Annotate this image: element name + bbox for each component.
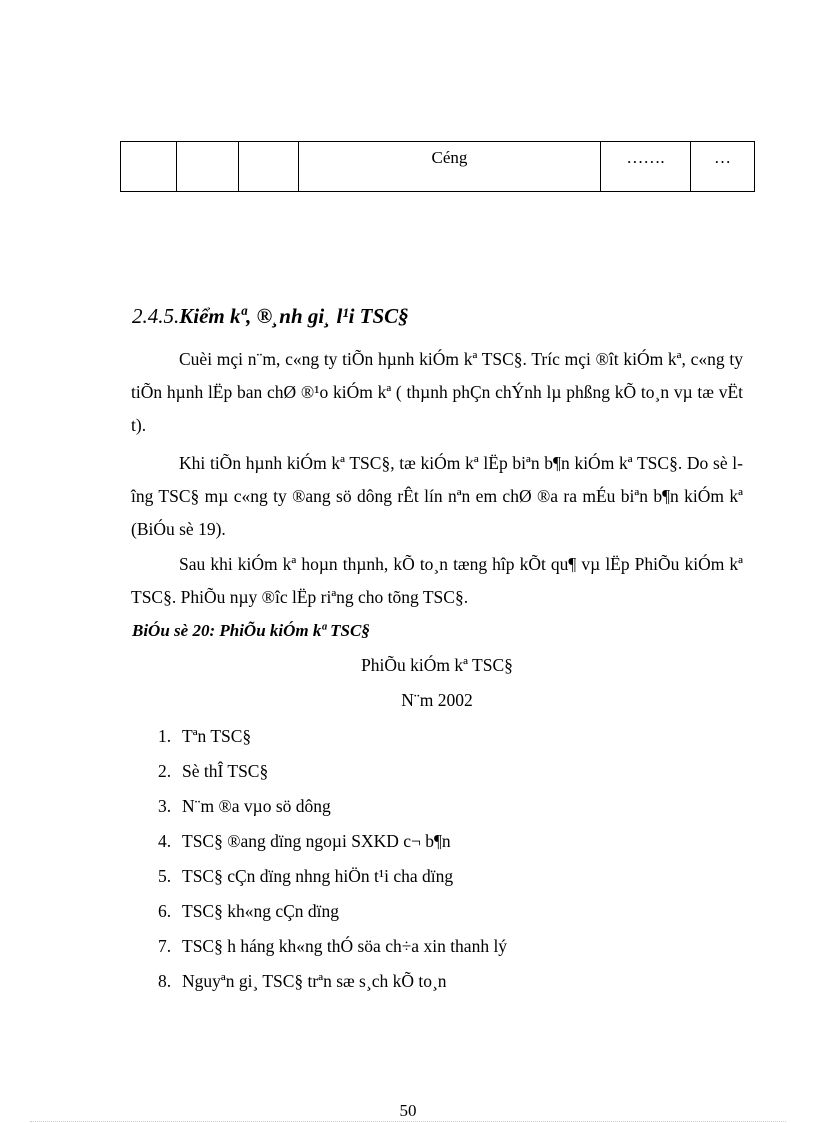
list-item: 7. TSC§ h háng kh«ng thÓ söa ch÷a xin thanh lý [158, 936, 508, 956]
table-cell [121, 142, 177, 192]
form-item-list [158, 722, 507, 1002]
section-number: 2.4.5. [132, 304, 180, 328]
form-year: N¨m 2002 [401, 690, 473, 710]
form-title: PhiÕu kiÓm kª TSC§ [361, 655, 513, 675]
list-item: 6. TSC§ kh«ng cÇn dïng [158, 901, 340, 921]
table-row [121, 142, 755, 192]
figure-caption: BiÓu sè 20: PhiÕu kiÓm kª TSC§ [132, 621, 370, 640]
section-title: Kiểm kª, ®¸nh gi¸ l¹i TSC§ [179, 304, 409, 328]
section-heading [132, 304, 409, 329]
table-cell [239, 142, 299, 192]
paragraph: Khi tiÕn hµnh kiÓm kª TSC§, tæ kiÓm kª lËp biªn b¶n kiÓm kª TSC§. Do sè lîng TSC§ mµ c«ng ty ®ang sö dông rÊt lín nªn em chØ ®a ra mÉu biªn b¶n kiÓm kª (BiÓu sè 19). [131, 453, 743, 539]
paragraph: Sau khi kiÓm kª hoµn thµnh, kÕ to¸n tæng hîp kÕt qu¶ vµ lËp PhiÕu kiÓm kª TSC§. PhiÕu nµy ®îc lËp riªng cho tõng TSC§. [131, 554, 743, 607]
paragraph: Cuèi mçi n¨m, c«ng ty tiÕn hµnh kiÓm kª TSC§. Tríc mçi ®ît kiÓm kª, c«ng ty tiÕn hµnh lËp ban chØ ®¹o kiÓm kª ( thµnh phÇn chÝnh lµ phßng kÕ to¸n vµ tæ vËt t). [131, 349, 743, 435]
table-cell: ……. [601, 142, 691, 192]
list-item: 2. Sè thÎ TSC§ [158, 761, 269, 781]
list-item: 1. Tªn TSC§ [158, 726, 252, 746]
table-cell: … [691, 142, 755, 192]
page-number: 50 [399, 1101, 417, 1120]
list-item: 5. TSC§ cÇn dïng nhng hiÖn t¹i cha dïng [158, 866, 454, 886]
list-item: 8. Nguyªn gi¸ TSC§ trªn sæ s¸ch kÕ to¸n [158, 971, 447, 991]
table-cell [177, 142, 239, 192]
table-cell-total-label: Céng [299, 142, 601, 192]
list-item: 4. TSC§ ®ang dïng ngoµi SXKD c¬ b¶n [158, 831, 451, 851]
list-item: 3. N¨m ®a vµo sö dông [158, 796, 331, 816]
footer-divider [30, 1121, 786, 1122]
summary-table-row [120, 141, 755, 192]
